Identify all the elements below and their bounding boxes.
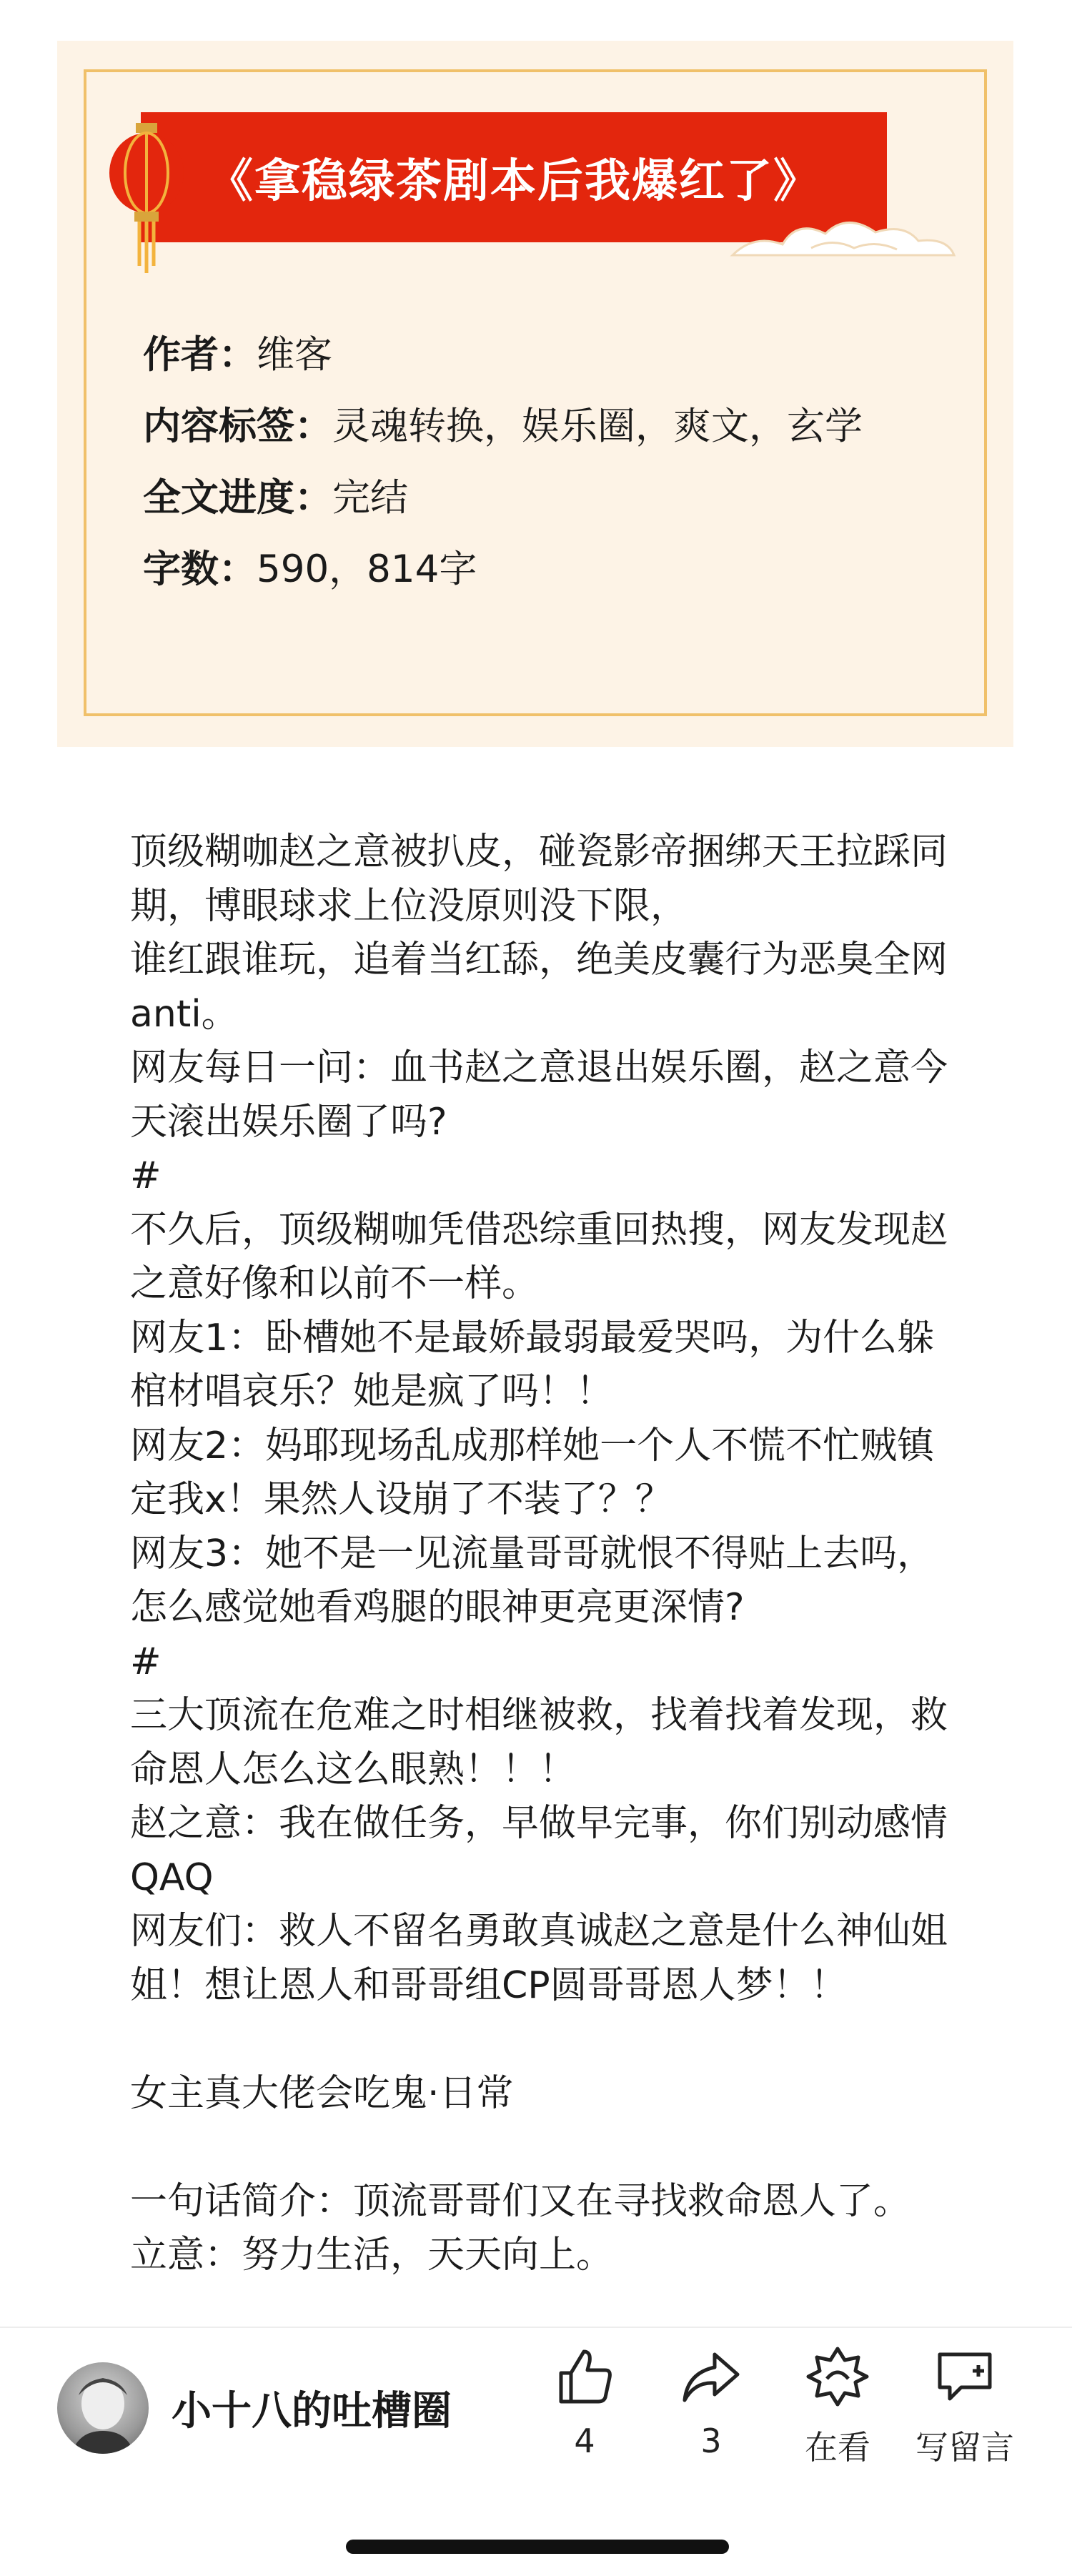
like-icon xyxy=(552,2344,617,2409)
account-name[interactable]: 小十八的吐槽圈 xyxy=(172,2388,452,2434)
action-bar xyxy=(0,2344,1072,2473)
book-title: 《拿稳绿茶剧本后我爆红了》 xyxy=(141,112,887,242)
meta-progress xyxy=(143,462,936,534)
like-button[interactable] xyxy=(527,2344,642,2460)
meta-author-value: 维客 xyxy=(257,333,332,377)
synopsis-line: # xyxy=(130,1154,162,1197)
synopsis-line: 立意：努力生活，天天向上。 xyxy=(130,2234,614,2277)
synopsis xyxy=(130,826,952,2283)
synopsis-line: 网友2：妈耶现场乱成那样她一个人不慌不忙贼镇定我x！果然人设崩了不装了？？ xyxy=(130,1424,935,1521)
synopsis-line: 谁红跟谁玩，追着当红舔，绝美皮囊行为恶臭全网anti。 xyxy=(130,938,948,1036)
synopsis-line: 网友3：她不是一见流量哥哥就恨不得贴上去吗，怎么感觉她看鸡腿的眼神更亮更深情? xyxy=(130,1532,935,1629)
home-indicator[interactable] xyxy=(346,2540,729,2554)
meta-tags xyxy=(143,391,936,462)
synopsis-line: 赵之意：我在做任务，早做早完事，你们别动感情QAQ xyxy=(130,1802,948,1899)
synopsis-line: 网友1：卧槽她不是最娇最弱最爱哭吗，为什么躲棺材唱哀乐？她是疯了吗！！ xyxy=(130,1316,935,1413)
meta-wordcount xyxy=(143,534,936,605)
comment-label: 写留言 xyxy=(915,2428,1014,2467)
meta-tags-key: 内容标签： xyxy=(143,405,332,448)
synopsis-line: 网友们：救人不留名勇敢真诚赵之意是什么神仙姐姐！想让恩人和哥哥组CP圆哥哥恩人梦！！ xyxy=(130,1910,948,2007)
cloud-icon xyxy=(725,205,961,269)
meta-tags-value: 灵魂转换，娱乐圈，爽文，玄学 xyxy=(332,405,863,448)
share-count: 3 xyxy=(700,2422,722,2460)
meta-author xyxy=(143,319,936,391)
book-info-card xyxy=(57,41,1013,747)
like-count: 4 xyxy=(574,2422,595,2460)
watching-button[interactable] xyxy=(780,2344,895,2469)
synopsis-spacer xyxy=(130,2121,952,2175)
meta-progress-key: 全文进度： xyxy=(143,476,332,520)
meta-progress-value: 完结 xyxy=(332,476,408,520)
synopsis-line: # xyxy=(130,1640,162,1683)
footer-divider xyxy=(0,2327,1072,2328)
watching-label: 在看 xyxy=(805,2428,870,2467)
synopsis-line: 顶级糊咖赵之意被扒皮，碰瓷影帝捆绑天王拉踩同期，博眼球求上位没原则没下限， xyxy=(130,831,948,928)
synopsis-line: 女主真大佬会吃鬼·日常 xyxy=(130,2071,514,2115)
synopsis-spacer xyxy=(130,2013,952,2067)
meta-wordcount-value: 590，814字 xyxy=(257,548,477,591)
lantern-icon xyxy=(107,123,186,280)
meta-wordcount-key: 字数： xyxy=(143,548,257,591)
comment-button[interactable] xyxy=(908,2344,1022,2469)
meta-author-key: 作者： xyxy=(143,333,257,377)
synopsis-line: 不久后，顶级糊咖凭借恐综重回热搜，网友发现赵之意好像和以前不一样。 xyxy=(130,1208,948,1305)
synopsis-line: 三大顶流在危难之时相继被救，找着找着发现，救命恩人怎么这么眼熟！！！ xyxy=(130,1694,948,1791)
share-icon xyxy=(679,2344,743,2409)
book-meta xyxy=(143,319,936,605)
synopsis-line: 一句话简介：顶流哥哥们又在寻找救命恩人了。 xyxy=(130,2179,911,2223)
synopsis-line: 网友每日一问：血书赵之意退出娱乐圈，赵之意今天滚出娱乐圈了吗? xyxy=(130,1046,948,1144)
comment-icon xyxy=(933,2344,997,2409)
watching-icon xyxy=(805,2344,870,2409)
share-button[interactable] xyxy=(654,2344,768,2460)
